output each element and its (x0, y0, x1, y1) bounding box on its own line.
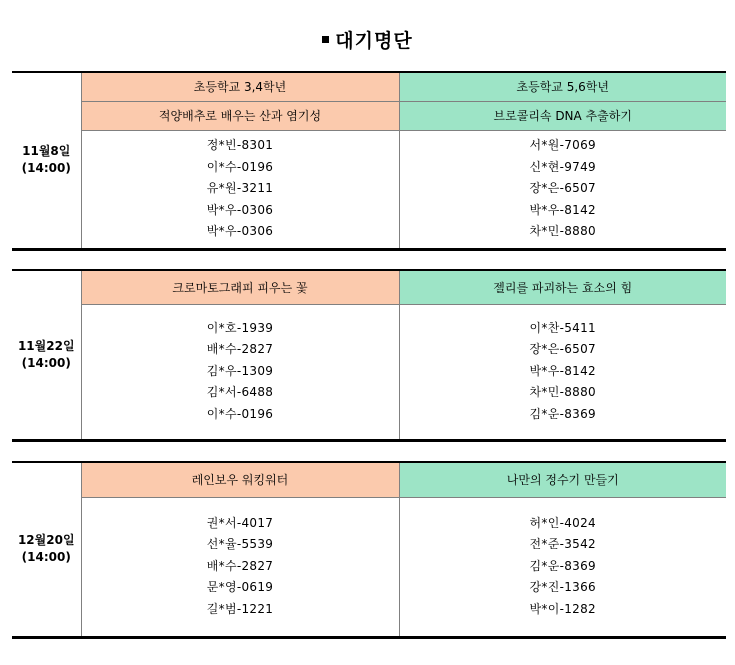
waitlist-right (399, 130, 726, 249)
square-bullet-icon (322, 36, 329, 43)
waitlist-right (399, 497, 726, 637)
list-item: 길*범-1221 (206, 601, 274, 616)
grade-header-left: 초등학교 3,4학년 (81, 72, 399, 101)
list-item: 이*호-1939 (206, 320, 274, 335)
waitlist-left (81, 130, 399, 249)
list-item: 이*찬-5411 (529, 320, 596, 335)
list-item: 유*원-3211 (206, 181, 274, 196)
time-label: (14:00) (21, 161, 71, 176)
date-label: 11월8일 (22, 144, 71, 159)
waitlist-left (81, 497, 399, 637)
list-item: 강*진-1366 (529, 580, 596, 595)
list-item: 박*우-0306 (206, 224, 274, 239)
list-item: 박*이-1282 (529, 601, 596, 616)
list-item: 허*인-4024 (529, 515, 596, 530)
program-title-left: 크로마토그래피 피우는 꽃 (81, 270, 399, 304)
session-date (12, 462, 81, 637)
list-item: 김*우-1309 (206, 363, 274, 378)
schedule-table-2 (12, 269, 726, 442)
list-item: 배*수-2827 (206, 558, 274, 573)
list-item: 김*운-8369 (529, 406, 596, 421)
program-title-right: 브로콜리속 DNA 추출하기 (399, 101, 726, 130)
list-item: 이*수-0196 (206, 159, 274, 174)
date-label: 11월22일 (17, 338, 75, 353)
session-date (12, 270, 81, 440)
program-title-right: 나만의 정수기 만들기 (399, 462, 726, 497)
page-title (0, 26, 735, 53)
list-item: 선*율-5539 (206, 537, 274, 552)
list-item: 정*빈-8301 (206, 138, 274, 153)
program-title-right: 젤리를 파괴하는 효소의 힘 (399, 270, 726, 304)
list-item: 이*수-0196 (206, 406, 274, 421)
schedule-table-3 (12, 461, 726, 639)
list-item: 박*우-8142 (529, 202, 596, 217)
list-item: 차*민-8880 (529, 224, 596, 239)
time-label: (14:00) (21, 550, 71, 565)
waitlist-right (399, 304, 726, 440)
list-item: 배*수-2827 (206, 342, 274, 357)
program-title-left: 적양배추로 배우는 산과 염기성 (81, 101, 399, 130)
page-title-text: 대기명단 (335, 30, 413, 52)
schedule-table-1 (12, 71, 726, 251)
list-item: 박*우-0306 (206, 202, 274, 217)
list-item: 서*원-7069 (529, 138, 596, 153)
list-item: 장*은-6507 (529, 342, 596, 357)
list-item: 전*준-3542 (529, 537, 596, 552)
list-item: 김*서-6488 (206, 385, 274, 400)
list-item: 신*현-9749 (529, 159, 596, 174)
time-label: (14:00) (21, 355, 71, 370)
list-item: 차*민-8880 (529, 385, 596, 400)
list-item: 문*영-0619 (206, 580, 274, 595)
program-title-left: 레인보우 워킹워터 (81, 462, 399, 497)
list-item: 장*은-6507 (529, 181, 596, 196)
date-label: 12월20일 (17, 533, 75, 548)
list-item: 권*서-4017 (206, 515, 274, 530)
waitlist-left (81, 304, 399, 440)
list-item: 김*운-8369 (529, 558, 596, 573)
session-date (12, 72, 81, 249)
list-item: 박*우-8142 (529, 363, 596, 378)
grade-header-right: 초등학교 5,6학년 (399, 72, 726, 101)
